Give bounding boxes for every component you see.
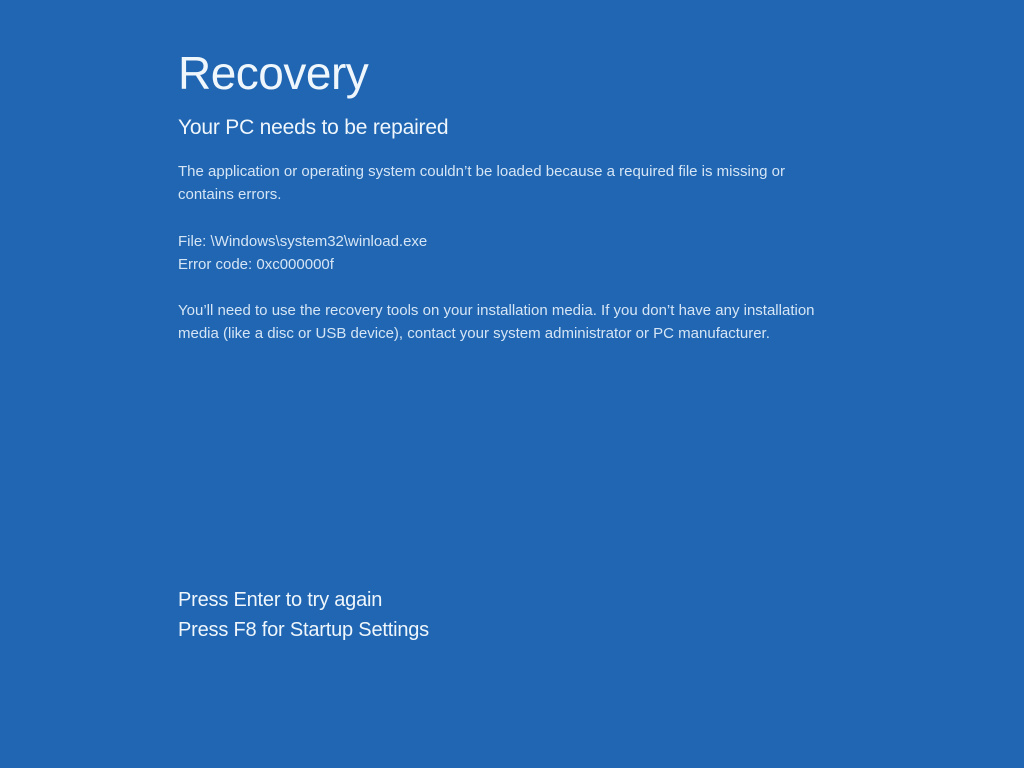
file-path-text: File: \Windows\system32\winload.exe [178,233,428,250]
press-f8-hint: Press F8 for Startup Settings [178,619,429,641]
error-details [178,230,427,276]
recovery-instructions-line-1: You’ll need to use the recovery tools on your installation media. If you don’t have any installation [178,302,815,319]
page-title: Recovery [178,47,369,99]
error-description-line-2: contains errors. [178,186,282,203]
error-code-text: Error code: 0xc000000f [178,256,334,273]
press-enter-hint: Press Enter to try again [178,589,383,611]
recovery-content [178,0,858,768]
recovery-instructions [178,299,815,345]
error-description-line-1: The application or operating system couldn’t be loaded because a required file is missing or [178,163,786,180]
recovery-instructions-line-2: media (like a disc or USB device), contact your system administrator or PC manufacturer. [178,325,770,342]
error-description [178,160,785,206]
error-subtitle: Your PC needs to be repaired [178,116,449,139]
key-press-hints [178,585,429,645]
